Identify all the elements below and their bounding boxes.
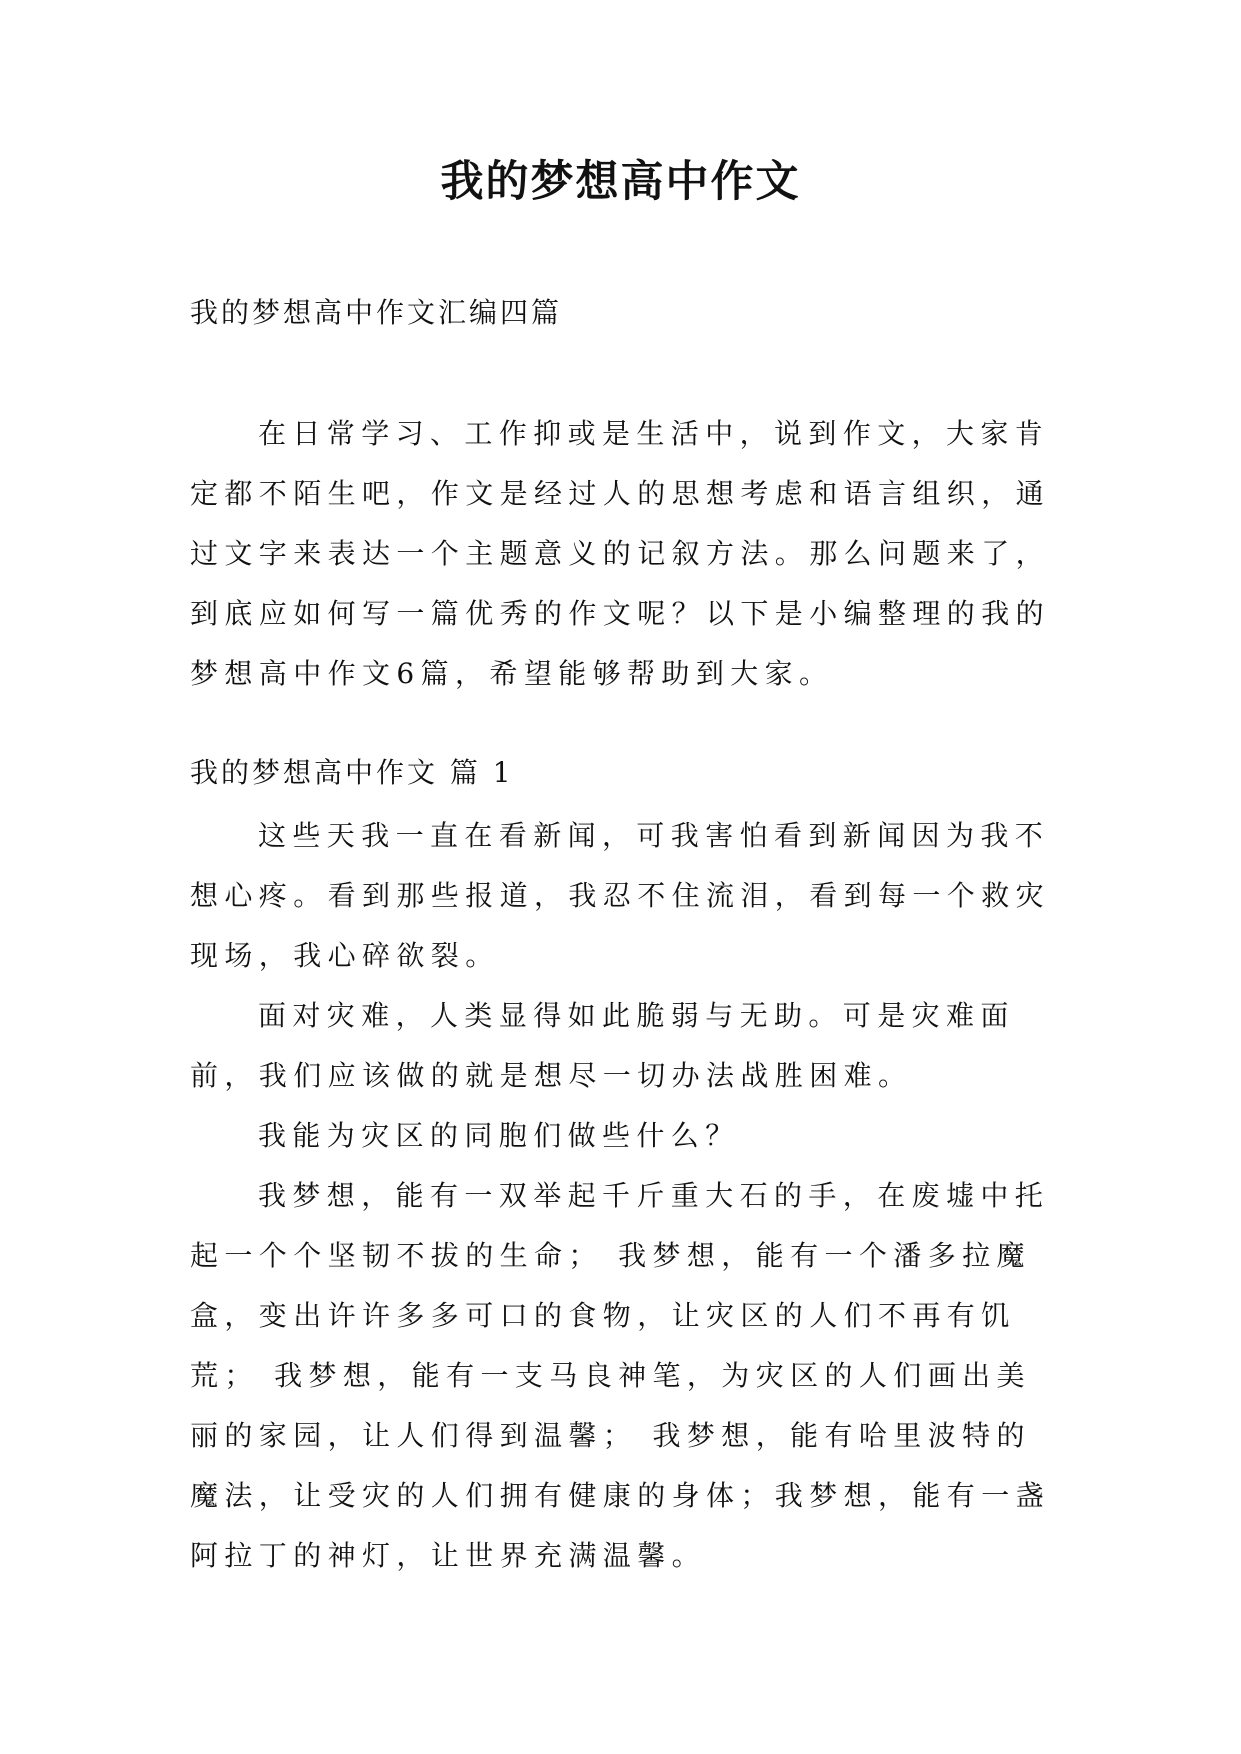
document-subtitle: 我的梦想高中作文汇编四篇 xyxy=(190,296,563,329)
section-heading: 我的梦想高中作文 篇 1 xyxy=(190,756,514,789)
body-paragraph: 这些天我一直在看新闻，可我害怕看到新闻因为我不想心疼。看到那些报道，我忍不住流泪，看到每一个救灾现场，我心碎欲裂。 xyxy=(190,819,1051,972)
document-title: 我的梦想高中作文 xyxy=(440,157,801,207)
intro-paragraph: 在日常学习、工作抑或是生活中，说到作文，大家肯定都不陌生吧，作文是经过人的思想考虑和语言组织，通过文字来表达一个主题意义的记叙方法。那么问题来了，到底应如何写一篇优秀的作文呢？以下是小编整理的我的梦想高中作文6篇，希望能够帮助到大家。 xyxy=(190,417,1051,690)
body-paragraph: 我梦想，能有一双举起千斤重大石的手，在废墟中托起一个个坚韧不拔的生命； 我梦想，能有一个潘多拉魔盒，变出许许多多可口的食物，让灾区的人们不再有饥荒； 我梦想，能有一支马良神笔，为灾区的人们画出美丽的家园，让人们得到温馨； 我梦想，能有哈里波特的魔法，让受灾的人们拥有健康的身体；我梦想，能有一盏阿拉丁的神灯，让世界充满温馨。 xyxy=(190,1179,1051,1572)
body-paragraph: 面对灾难，人类显得如此脆弱与无助。可是灾难面前，我们应该做的就是想尽一切办法战胜困难。 xyxy=(190,999,1015,1092)
body-paragraph: 我能为灾区的同胞们做些什么？ xyxy=(258,1119,740,1152)
essay-body xyxy=(190,806,1052,1586)
